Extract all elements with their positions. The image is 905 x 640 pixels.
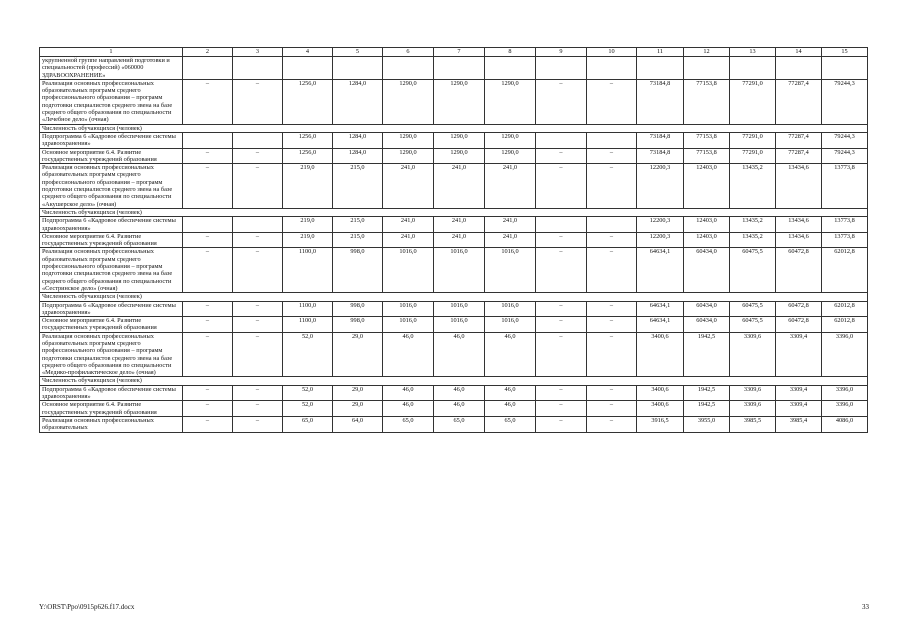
value-cell: 13434,6 (776, 164, 822, 209)
column-number-cell: 6 (383, 48, 434, 57)
value-cell: – (233, 332, 283, 377)
value-cell (233, 132, 283, 148)
table-row (40, 385, 868, 401)
value-cell: – (587, 79, 637, 124)
value-cell: – (587, 332, 637, 377)
value-cell: 1284,0 (333, 132, 383, 148)
value-cell: 3396,0 (822, 385, 868, 401)
table-row (40, 132, 868, 148)
column-number-cell: 1 (40, 48, 183, 57)
table-row (40, 416, 868, 432)
value-cell (587, 217, 637, 233)
column-number-cell: 2 (183, 48, 233, 57)
value-cell: – (233, 248, 283, 293)
table-row (40, 164, 868, 209)
value-cell: 241,0 (434, 164, 485, 209)
value-cell: – (536, 248, 587, 293)
value-cell: – (587, 248, 637, 293)
budget-table (39, 47, 868, 433)
table-row (40, 148, 868, 164)
value-cell: 64,0 (333, 416, 383, 432)
value-cell: – (183, 148, 233, 164)
value-cell: 77291,0 (730, 79, 776, 124)
value-cell: 1256,0 (283, 79, 333, 124)
headcount-label: Численность обучающихся (человек) (40, 208, 868, 216)
row-label-cell: Основное мероприятие 6.4. Развитие государственных учреждений образования (40, 401, 183, 417)
value-cell: 13435,2 (730, 232, 776, 248)
headcount-label: Численность обучающихся (человек) (40, 377, 868, 385)
value-cell: 77291,0 (730, 132, 776, 148)
value-cell: 64634,1 (637, 317, 684, 333)
value-cell: 241,0 (434, 232, 485, 248)
value-cell: 241,0 (434, 217, 485, 233)
value-cell: 77287,4 (776, 79, 822, 124)
value-cell: – (536, 385, 587, 401)
value-cell: 998,0 (333, 301, 383, 317)
value-cell: 1290,0 (485, 148, 536, 164)
table-row (40, 248, 868, 293)
value-cell: 1016,0 (434, 317, 485, 333)
column-number-cell: 4 (283, 48, 333, 57)
value-cell (637, 57, 684, 80)
value-cell (776, 57, 822, 80)
headcount-label: Численность обучающихся (человек) (40, 293, 868, 301)
value-cell: 60434,0 (684, 248, 730, 293)
value-cell: 60475,5 (730, 248, 776, 293)
table-row (40, 332, 868, 377)
value-cell: 12200,3 (637, 164, 684, 209)
value-cell: 215,0 (333, 164, 383, 209)
value-cell: 241,0 (485, 232, 536, 248)
value-cell: 215,0 (333, 232, 383, 248)
value-cell: 60472,8 (776, 317, 822, 333)
headcount-label-row (40, 208, 868, 216)
value-cell (587, 132, 637, 148)
value-cell (485, 57, 536, 80)
column-number-cell: 5 (333, 48, 383, 57)
value-cell: 29,0 (333, 401, 383, 417)
value-cell: 12403,0 (684, 164, 730, 209)
value-cell: – (233, 79, 283, 124)
value-cell: 241,0 (485, 164, 536, 209)
value-cell: 1016,0 (485, 248, 536, 293)
value-cell: 46,0 (485, 401, 536, 417)
value-cell: – (587, 148, 637, 164)
value-cell: – (233, 164, 283, 209)
value-cell: 64634,1 (637, 248, 684, 293)
value-cell: 60434,0 (684, 301, 730, 317)
value-cell: 3309,6 (730, 332, 776, 377)
value-cell: 3396,0 (822, 332, 868, 377)
value-cell: 241,0 (383, 217, 434, 233)
value-cell: 12403,0 (684, 232, 730, 248)
table-row (40, 57, 868, 80)
value-cell: 77287,4 (776, 148, 822, 164)
value-cell: 1256,0 (283, 132, 333, 148)
row-label-cell: Реализация основных профессиональных образовательных программ среднего профессионального образования – программ подготовки специалистов среднего звена на базе среднего общего образования по специальности «Сестринское дело» (очная) (40, 248, 183, 293)
column-number-cell: 8 (485, 48, 536, 57)
row-label-cell: Основное мероприятие 6.4. Развитие государственных учреждений образования (40, 148, 183, 164)
value-cell: 79244,3 (822, 132, 868, 148)
value-cell: 1284,0 (333, 148, 383, 164)
value-cell: 3309,4 (776, 401, 822, 417)
value-cell: 60475,5 (730, 301, 776, 317)
value-cell: 1942,5 (684, 401, 730, 417)
value-cell: 3400,6 (637, 385, 684, 401)
value-cell: – (233, 385, 283, 401)
value-cell: 3955,0 (684, 416, 730, 432)
value-cell: 12200,3 (637, 217, 684, 233)
value-cell: 46,0 (434, 401, 485, 417)
table-row (40, 79, 868, 124)
value-cell: 241,0 (485, 217, 536, 233)
value-cell: – (183, 416, 233, 432)
value-cell: – (183, 317, 233, 333)
value-cell: 62012,8 (822, 301, 868, 317)
value-cell: 219,0 (283, 164, 333, 209)
value-cell: – (183, 232, 233, 248)
column-number-cell: 15 (822, 48, 868, 57)
value-cell: 65,0 (283, 416, 333, 432)
value-cell: 52,0 (283, 401, 333, 417)
value-cell: 77287,4 (776, 132, 822, 148)
value-cell: 1942,5 (684, 332, 730, 377)
value-cell: – (587, 401, 637, 417)
value-cell: 60472,8 (776, 248, 822, 293)
row-label-cell: Подпрограмма 6 «Кадровое обеспечение системы здравоохранения» (40, 385, 183, 401)
value-cell: – (183, 164, 233, 209)
value-cell: 215,0 (333, 217, 383, 233)
value-cell (587, 57, 637, 80)
value-cell (536, 57, 587, 80)
row-label-cell: Реализация основных профессиональных образовательных (40, 416, 183, 432)
value-cell: 1016,0 (434, 248, 485, 293)
value-cell: 3985,5 (730, 416, 776, 432)
value-cell: 60472,8 (776, 301, 822, 317)
row-label-cell: Подпрограмма 6 «Кадровое обеспечение системы здравоохранения» (40, 301, 183, 317)
value-cell: 1290,0 (485, 79, 536, 124)
value-cell: – (536, 301, 587, 317)
value-cell: 3396,0 (822, 401, 868, 417)
value-cell: 64634,1 (637, 301, 684, 317)
value-cell: 46,0 (434, 385, 485, 401)
value-cell: 3985,4 (776, 416, 822, 432)
value-cell: 73184,8 (637, 148, 684, 164)
value-cell: – (587, 301, 637, 317)
value-cell: – (183, 385, 233, 401)
value-cell: 1290,0 (434, 132, 485, 148)
value-cell: 219,0 (283, 232, 333, 248)
value-cell: 12200,3 (637, 232, 684, 248)
value-cell: 77291,0 (730, 148, 776, 164)
value-cell: – (536, 401, 587, 417)
column-number-cell: 3 (233, 48, 283, 57)
value-cell: – (536, 232, 587, 248)
value-cell: 3309,6 (730, 385, 776, 401)
value-cell: 998,0 (333, 317, 383, 333)
value-cell: 1100,0 (283, 248, 333, 293)
value-cell: – (536, 332, 587, 377)
value-cell (383, 57, 434, 80)
value-cell: 13435,2 (730, 164, 776, 209)
value-cell: 79244,3 (822, 79, 868, 124)
value-cell: 13435,2 (730, 217, 776, 233)
row-label-cell: Подпрограмма 6 «Кадровое обеспечение системы здравоохранения» (40, 132, 183, 148)
value-cell (283, 57, 333, 80)
value-cell (183, 57, 233, 80)
column-number-cell: 13 (730, 48, 776, 57)
column-number-cell: 11 (637, 48, 684, 57)
column-number-cell: 7 (434, 48, 485, 57)
value-cell: 3400,6 (637, 332, 684, 377)
value-cell: – (183, 248, 233, 293)
row-label-cell: Реализация основных профессиональных образовательных программ среднего профессионального образования – программ подготовки специалистов среднего звена на базе среднего общего образования по специальности «Акушерское дело» (очная) (40, 164, 183, 209)
value-cell: – (587, 317, 637, 333)
value-cell: – (536, 164, 587, 209)
value-cell: 13773,8 (822, 217, 868, 233)
value-cell: 1290,0 (383, 148, 434, 164)
value-cell: 1256,0 (283, 148, 333, 164)
row-label-cell: укрупненной группе направлений подготовки и специальностей (профессий) «060000 ЗДРАВООХРАНЕНИЕ» (40, 57, 183, 80)
value-cell: 1016,0 (383, 301, 434, 317)
value-cell: – (536, 317, 587, 333)
value-cell (333, 57, 383, 80)
value-cell (434, 57, 485, 80)
value-cell: 3309,4 (776, 332, 822, 377)
value-cell: – (536, 79, 587, 124)
value-cell: 1100,0 (283, 317, 333, 333)
table-row (40, 301, 868, 317)
row-label-cell: Реализация основных профессиональных образовательных программ среднего профессионального образования – программ подготовки специалистов среднего звена на базе среднего общего образования по специальности «Медико-профилактическое дело» (очная) (40, 332, 183, 377)
value-cell: 1016,0 (485, 301, 536, 317)
value-cell: – (587, 164, 637, 209)
value-cell: 46,0 (383, 401, 434, 417)
column-number-cell: 12 (684, 48, 730, 57)
headcount-label-row (40, 377, 868, 385)
value-cell: – (233, 148, 283, 164)
value-cell: 62012,8 (822, 317, 868, 333)
value-cell: – (183, 401, 233, 417)
value-cell: 46,0 (485, 385, 536, 401)
value-cell: – (183, 79, 233, 124)
value-cell: 1016,0 (383, 317, 434, 333)
value-cell: 29,0 (333, 385, 383, 401)
value-cell: – (233, 317, 283, 333)
column-number-cell: 9 (536, 48, 587, 57)
value-cell: – (536, 416, 587, 432)
value-cell: 73184,8 (637, 79, 684, 124)
value-cell: – (233, 232, 283, 248)
value-cell: 79244,3 (822, 148, 868, 164)
value-cell: 241,0 (383, 164, 434, 209)
value-cell: 60434,0 (684, 317, 730, 333)
value-cell: 13434,6 (776, 232, 822, 248)
value-cell: 77153,8 (684, 79, 730, 124)
table-row (40, 217, 868, 233)
value-cell: 65,0 (383, 416, 434, 432)
value-cell: – (183, 301, 233, 317)
value-cell: 219,0 (283, 217, 333, 233)
value-cell (183, 217, 233, 233)
column-number-cell: 10 (587, 48, 637, 57)
value-cell: 1290,0 (383, 132, 434, 148)
headcount-label: Численность обучающихся (человек) (40, 124, 868, 132)
value-cell: 3916,5 (637, 416, 684, 432)
value-cell: 46,0 (383, 332, 434, 377)
row-label-cell: Основное мероприятие 6.4. Развитие государственных учреждений образования (40, 317, 183, 333)
value-cell: 29,0 (333, 332, 383, 377)
value-cell (684, 57, 730, 80)
value-cell: – (233, 416, 283, 432)
value-cell: – (233, 301, 283, 317)
value-cell (822, 57, 868, 80)
column-number-cell: 14 (776, 48, 822, 57)
value-cell: 46,0 (485, 332, 536, 377)
table-row (40, 317, 868, 333)
value-cell (730, 57, 776, 80)
value-cell: 1290,0 (383, 79, 434, 124)
value-cell: 1016,0 (434, 301, 485, 317)
value-cell: 13773,8 (822, 164, 868, 209)
value-cell: 1290,0 (485, 132, 536, 148)
row-label-cell: Реализация основных профессиональных образовательных программ среднего профессионального образования – программ подготовки специалистов среднего звена на базе среднего общего образования по специальности «Лечебное дело» (очная) (40, 79, 183, 124)
row-label-cell: Основное мероприятие 6.4. Развитие государственных учреждений образования (40, 232, 183, 248)
value-cell: 65,0 (485, 416, 536, 432)
value-cell: 73184,8 (637, 132, 684, 148)
table-row (40, 232, 868, 248)
value-cell: 1016,0 (383, 248, 434, 293)
value-cell (233, 217, 283, 233)
value-cell: 4086,0 (822, 416, 868, 432)
value-cell: – (183, 332, 233, 377)
value-cell: 62012,8 (822, 248, 868, 293)
row-label-cell: Подпрограмма 6 «Кадровое обеспечение системы здравоохранения» (40, 217, 183, 233)
value-cell: 46,0 (434, 332, 485, 377)
headcount-label-row (40, 293, 868, 301)
value-cell: 3309,6 (730, 401, 776, 417)
value-cell: – (587, 416, 637, 432)
value-cell: 52,0 (283, 385, 333, 401)
value-cell: – (233, 401, 283, 417)
value-cell: 1942,5 (684, 385, 730, 401)
value-cell: 3309,4 (776, 385, 822, 401)
value-cell: – (587, 385, 637, 401)
table-row (40, 401, 868, 417)
value-cell: 1290,0 (434, 79, 485, 124)
file-path: Y:\ORST\Ppo\0915p626.f17.docx (39, 603, 135, 611)
value-cell: 52,0 (283, 332, 333, 377)
value-cell: – (587, 232, 637, 248)
value-cell: 1290,0 (434, 148, 485, 164)
value-cell (536, 217, 587, 233)
value-cell (233, 57, 283, 80)
value-cell: 12403,0 (684, 217, 730, 233)
value-cell: 241,0 (383, 232, 434, 248)
value-cell: 60475,5 (730, 317, 776, 333)
value-cell (183, 132, 233, 148)
value-cell (536, 132, 587, 148)
value-cell: 46,0 (383, 385, 434, 401)
header-row (40, 48, 868, 57)
value-cell: 1284,0 (333, 79, 383, 124)
value-cell: 13773,8 (822, 232, 868, 248)
page-number: 33 (862, 603, 869, 611)
value-cell: 998,0 (333, 248, 383, 293)
value-cell: – (536, 148, 587, 164)
headcount-label-row (40, 124, 868, 132)
value-cell: 77153,8 (684, 132, 730, 148)
value-cell: 77153,8 (684, 148, 730, 164)
value-cell: 1016,0 (485, 317, 536, 333)
value-cell: 3400,6 (637, 401, 684, 417)
value-cell: 13434,6 (776, 217, 822, 233)
value-cell: 65,0 (434, 416, 485, 432)
value-cell: 1100,0 (283, 301, 333, 317)
